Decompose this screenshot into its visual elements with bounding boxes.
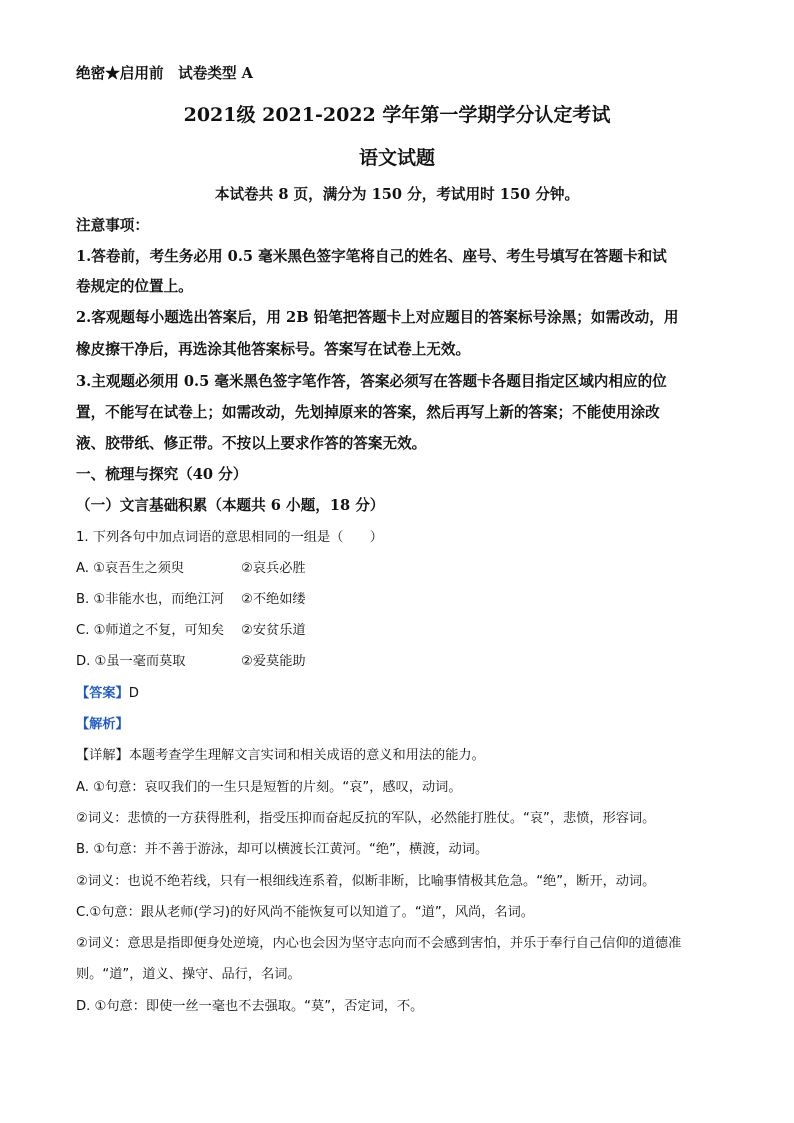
section-heading: 一、梳理与探究（40 分） — [76, 466, 248, 483]
option-a-text: D. ①虽一毫而莫取 — [76, 654, 186, 669]
subsection-heading: （一）文言基础积累（本题共 6 小题，18 分） — [76, 497, 385, 514]
notes-heading: 注意事项： — [76, 217, 149, 234]
option-b-text: ②安贫乐道 — [241, 623, 306, 638]
notes-line: 卷规定的位置上。 — [76, 278, 193, 295]
option-row — [76, 557, 721, 576]
detail-line: C.①句意：跟从老师(学习)的好风尚不能恢复可以知道了。“道”，风尚，名词。 — [76, 905, 534, 920]
confidential-mark: 绝密★启用前 试卷类型 A — [76, 65, 253, 82]
detail-line: ②词义：意思是指即便身处逆境，内心也会因为坚守志向而不会感到害怕，并乐于奉行自己信仰的道德准 — [76, 936, 682, 951]
detail-line: ②词义：悲愤的一方获得胜利，指受压抑而奋起反抗的军队，必然能打胜仗。“哀”，悲愤，形容词。 — [76, 811, 656, 826]
option-row — [76, 619, 721, 638]
detail-line: D. ①句意：即使一丝一毫也不去强取。“莫”，否定词，不。 — [76, 999, 424, 1014]
exam-info: 本试卷共 8 页，满分为 150 分，考试用时 150 分钟。 — [214, 186, 580, 203]
option-b-text: ②哀兵必胜 — [241, 561, 306, 576]
detail-line: B. ①句意：并不善于游泳，却可以横渡长江黄河。“绝”，横渡，动词。 — [76, 842, 489, 857]
notes-line: 1.答卷前，考生务必用 0.5 毫米黑色签字笔将自己的姓名、座号、考生号填写在答题卡和试 — [76, 248, 667, 265]
option-a-text: A. ①哀吾生之须臾 — [76, 561, 185, 576]
question-stem: 1. 下列各句中加点词语的意思相同的一组是（ ） — [76, 530, 383, 545]
option-row — [76, 588, 721, 607]
option-a-text: C. ①师道之不复，可知矣 — [76, 623, 225, 638]
exam-title: 2021级 2021-2022 学年第一学期学分认定考试 — [183, 104, 611, 126]
notes-line: 置，不能写在试卷上；如需改动，先划掉原来的答案，然后再写上新的答案；不能使用涂改 — [76, 404, 660, 421]
notes-line: 3.主观题必须用 0.5 毫米黑色签字笔作答，答案必须写在答题卡各题目指定区域内相应的位 — [76, 373, 667, 390]
answer-line — [76, 682, 721, 701]
detail-line: 【详解】本题考查学生理解文言实词和相关成语的意义和用法的能力。 — [76, 748, 485, 763]
analysis-label: 【解析】 — [76, 717, 129, 732]
option-b-text: ②不绝如缕 — [241, 592, 306, 607]
analysis-line — [76, 713, 721, 732]
subject-title: 语文试题 — [358, 147, 435, 169]
notes-line: 液、胶带纸、修正带。不按以上要求作答的答案无效。 — [76, 435, 427, 452]
option-a-text: B. ①非能水也，而绝江河 — [76, 592, 224, 607]
detail-line: 则。“道”，道义、操守、品行，名词。 — [76, 967, 301, 982]
detail-line: ②词义：也说不绝若线，只有一根细线连系着，似断非断，比喻事情极其危急。“绝”，断开，动词。 — [76, 874, 656, 889]
option-b-text: ②爱莫能助 — [241, 654, 306, 669]
option-row — [76, 650, 721, 669]
notes-line: 橡皮擦干净后，再选涂其他答案标号。答案写在试卷上无效。 — [76, 341, 471, 358]
answer-label: 【答案】 — [76, 686, 129, 701]
detail-line: A. ①句意：哀叹我们的一生只是短暂的片刻。“哀”，感叹，动词。 — [76, 780, 462, 795]
notes-line: 2.客观题每小题选出答案后，用 2B 铅笔把答题卡上对应题目的答案标号涂黑；如需改动，用 — [76, 309, 679, 326]
answer-value: D — [128, 686, 139, 701]
